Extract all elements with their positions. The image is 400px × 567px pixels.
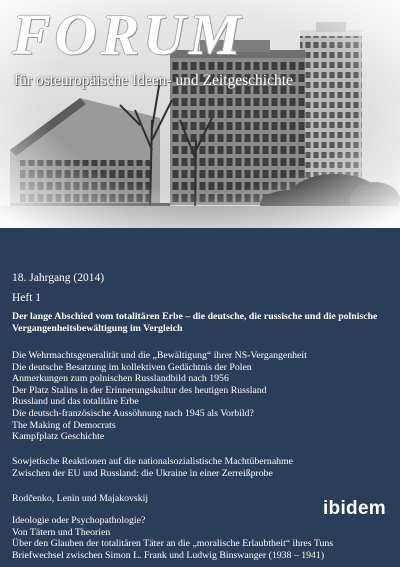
publisher-logo: ibidem (322, 498, 386, 519)
contents-item: Ideologie oder Psychopathologie? (12, 515, 146, 526)
contents-group (12, 515, 333, 550)
contents-item: Sowjetische Reaktionen auf die nationalsozialistische Machtübernahme (12, 456, 294, 467)
lead-title-line: Vergangenheitsbewältigung im Vergleich (12, 323, 183, 334)
contents-item: Die Wehrmachtsgeneralität und die „Bewältigung“ ihrer NS-Vergangenheit (12, 350, 307, 361)
contents-group (12, 550, 324, 562)
contents-item: Über den Glauben der totalitären Täter an die „moralische Erlaubtheit“ ihres Tuns (12, 538, 334, 550)
volume-year: 18. Jahrgang (2014) (12, 272, 105, 284)
contents-item: Kampfplatz Geschichte (12, 431, 105, 443)
contents-group (12, 493, 148, 505)
contents-item: Zwischen der EU und Russland: die Ukraine in einer Zerreißprobe (12, 467, 273, 479)
issue-number: Heft 1 (12, 292, 42, 304)
contents-group (12, 456, 293, 479)
contents-item: Briefwechsel zwischen Simon L. Frank und Ludwig Binswanger (1938 – 1941) (12, 550, 325, 561)
contents-item: Die deutsch-französische Aussöhnung nach 1945 als Vorbild? (12, 407, 254, 419)
cover-photo (0, 0, 400, 228)
masthead-title: FORUM (12, 2, 245, 67)
contents-item: Anmerkungen zum polnischen Russlandbild nach 1956 (12, 373, 229, 385)
contents-group (12, 350, 307, 443)
lead-title-line: Der lange Abschied vom totalitären Erbe – die deutsche, die russische und die polnische (12, 311, 378, 322)
contents-panel (0, 228, 400, 567)
contents-item: Von Tätern und Theorien (12, 526, 111, 538)
contents-item: Die deutsche Besatzung im kollektiven Gedächtnis der Polen (12, 361, 252, 373)
contents-item: Der Platz Stalins in der Erinnerungskultur des heutigen Russland (12, 384, 267, 396)
contents-item: Rodčenko, Lenin und Majakovskij (12, 493, 149, 504)
contents-item: The Making of Democrats (12, 419, 116, 431)
contents-item: Russland und das totalitäre Erbe (12, 396, 139, 408)
lead-title (12, 311, 392, 335)
masthead-subtitle: für osteuropäische Ideen- und Zeitgeschichte (14, 72, 293, 89)
